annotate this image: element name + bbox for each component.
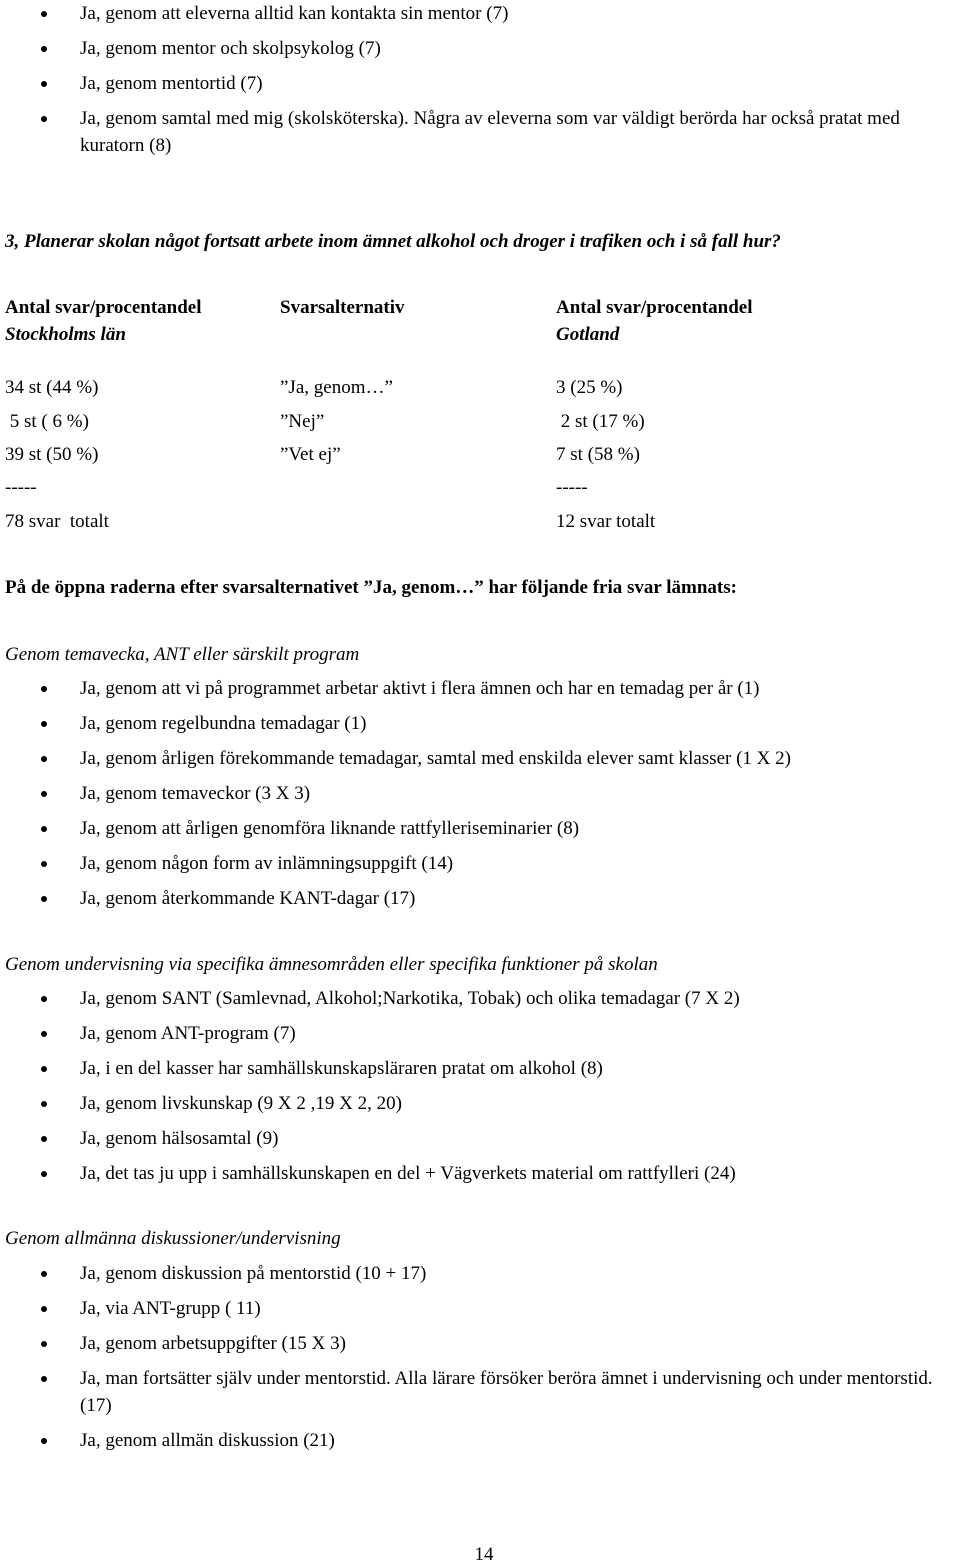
list-item: Ja, genom hälsosamtal (9)	[0, 1125, 960, 1152]
gotland-value-dontknow: 7 st (58 %)	[556, 444, 640, 465]
header-stockholm-count: Antal svar/procentandel	[5, 297, 202, 318]
question-heading: 3, Planerar skolan något fortsatt arbete inom ämnet alkohol och droger i trafiken och i så fall hur?	[5, 231, 781, 252]
section-heading-theme: Genom temavecka, ANT eller särskilt program	[5, 644, 360, 665]
alternative-yes: ”Ja, genom…”	[280, 377, 393, 398]
gotland-separator: -----	[556, 477, 588, 498]
page-number: 14	[474, 1544, 494, 1565]
list-item: Ja, via ANT-grupp ( 11)	[0, 1295, 960, 1322]
list-item: Ja, genom ANT-program (7)	[0, 1020, 960, 1047]
header-gotland-count: Antal svar/procentandel	[556, 297, 753, 318]
list-item: Ja, genom årligen förekommande temadagar, samtal med enskilda elever samt klasser (1 X 2)	[0, 745, 960, 772]
stockholm-value-yes: 34 st (44 %)	[5, 377, 99, 398]
stockholm-value-no: 5 st ( 6 %)	[5, 411, 89, 432]
gotland-value-no: 2 st (17 %)	[556, 411, 645, 432]
gotland-value-yes: 3 (25 %)	[556, 377, 623, 398]
section-list-theme	[0, 675, 960, 912]
list-item: Ja, genom allmän diskussion (21)	[0, 1427, 960, 1454]
list-item: Ja, det tas ju upp i samhällskunskapen en del + Vägverkets material om rattfylleri (24)	[0, 1160, 960, 1187]
list-item: Ja, genom diskussion på mentorstid (10 + 17)	[0, 1260, 960, 1287]
list-item: Ja, genom att eleverna alltid kan kontakta sin mentor (7)	[0, 0, 960, 27]
list-item: Ja, genom mentor och skolpsykolog (7)	[0, 35, 960, 62]
list-item: Ja, genom återkommande KANT-dagar (17)	[0, 885, 960, 912]
list-item: Ja, genom temaveckor (3 X 3)	[0, 780, 960, 807]
stockholm-separator: -----	[5, 477, 37, 498]
list-item: Ja, genom att årligen genomföra liknande rattfylleriseminarier (8)	[0, 815, 960, 842]
list-item: Ja, genom att vi på programmet arbetar aktivt i flera ämnen och har en temadag per år (1)	[0, 675, 960, 702]
list-item: Ja, i en del kasser har samhällskunskapsläraren pratat om alkohol (8)	[0, 1055, 960, 1082]
list-item: Ja, genom arbetsuppgifter (15 X 3)	[0, 1330, 960, 1357]
top-bullet-list	[0, 0, 960, 159]
header-alternative: Svarsalternativ	[280, 297, 405, 318]
header-stockholm-region: Stockholms län	[5, 324, 126, 345]
header-gotland-region: Gotland	[556, 324, 620, 345]
alternative-dontknow: ”Vet ej”	[280, 444, 341, 465]
section-list-discussions	[0, 1260, 960, 1454]
list-item: Ja, genom någon form av inlämningsuppgift (14)	[0, 850, 960, 877]
list-item: Ja, genom mentortid (7)	[0, 70, 960, 97]
list-item: Ja, genom livskunskap (9 X 2 ,19 X 2, 20)	[0, 1090, 960, 1117]
section-list-subjects	[0, 985, 960, 1187]
list-item: Ja, genom SANT (Samlevnad, Alkohol;Narkotika, Tobak) och olika temadagar (7 X 2)	[0, 985, 960, 1012]
list-item: Ja, genom regelbundna temadagar (1)	[0, 710, 960, 737]
list-item: Ja, man fortsätter själv under mentorstid. Alla lärare försöker beröra ämnet i undervisning och under mentorstid. (17)	[0, 1365, 960, 1419]
list-item: Ja, genom samtal med mig (skolsköterska). Några av eleverna som var väldigt berörda har också pratat med kuratorn (8)	[0, 105, 960, 159]
section-heading-discussions: Genom allmänna diskussioner/undervisning	[5, 1228, 341, 1249]
gotland-total: 12 svar totalt	[556, 511, 656, 532]
stockholm-value-dontknow: 39 st (50 %)	[5, 444, 99, 465]
section-heading-subjects: Genom undervisning via specifika ämnesområden eller specifika funktioner på skolan	[5, 954, 658, 975]
stockholm-total: 78 svar totalt	[5, 511, 109, 532]
open-answers-heading: På de öppna raderna efter svarsalternativet ”Ja, genom…” har följande fria svar lämnats:	[5, 577, 737, 598]
alternative-no: ”Nej”	[280, 411, 325, 432]
